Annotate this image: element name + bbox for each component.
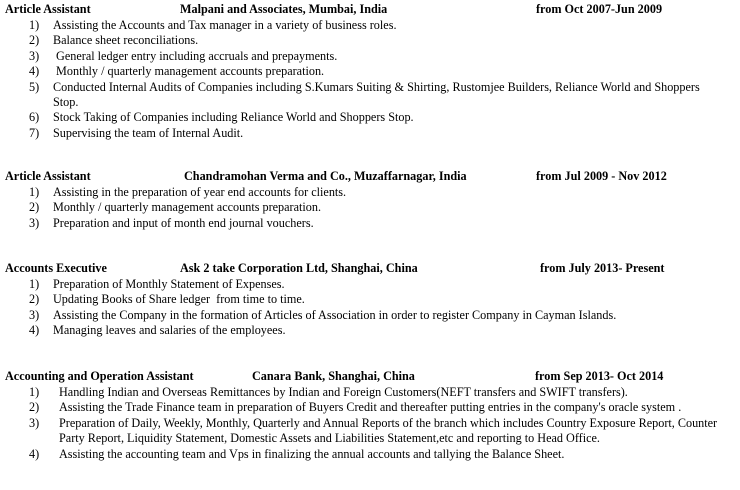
duty-text: Assisting the Trade Finance team in preparation of Buyers Credit and thereafter putting entries in the company's oracle system . <box>59 400 682 415</box>
duty-number: 2) <box>29 200 40 215</box>
duty-item <box>0 447 740 462</box>
job-duties <box>0 277 740 339</box>
duty-number: 4) <box>29 446 40 461</box>
job-dates: from Sep 2013- Oct 2014 <box>535 369 664 383</box>
job-entry <box>0 369 740 462</box>
job-role: Accounting and Operation Assistant <box>5 369 194 383</box>
duty-item <box>0 308 740 323</box>
job-role: Article Assistant <box>5 169 91 183</box>
duty-number: 3) <box>29 415 40 430</box>
duty-text: Monthly / quarterly management accounts preparation. <box>53 64 325 79</box>
duty-item <box>0 49 740 64</box>
job-header <box>0 169 740 185</box>
duty-text: Updating Books of Share ledger from time to time. <box>53 292 305 307</box>
duty-item <box>0 18 740 33</box>
job-dates: from Oct 2007-Jun 2009 <box>536 2 663 16</box>
duty-number: 4) <box>29 64 40 79</box>
job-dates: from July 2013- Present <box>540 261 665 275</box>
duty-item <box>0 33 740 48</box>
duty-text: Assisting in the preparation of year end accounts for clients. <box>53 185 347 199</box>
duty-item <box>0 277 740 292</box>
duty-text: Preparation of Daily, Weekly, Monthly, Quarterly and Annual Reports of the branch which includes Country Exposure Report, Counter Party Report, Liquidity Statement, Domestic Assets and Liabilities Statement,etc and reporting to Head Office. <box>59 415 718 446</box>
job-entry <box>0 261 740 339</box>
duty-number: 1) <box>29 277 40 291</box>
duty-number: 2) <box>29 400 40 415</box>
duty-number: 2) <box>29 292 40 307</box>
duty-text: Managing leaves and salaries of the employees. <box>53 323 286 338</box>
job-role: Accounts Executive <box>5 261 107 275</box>
job-role: Article Assistant <box>5 2 91 16</box>
duty-number: 7) <box>29 125 40 140</box>
duty-item <box>0 416 740 447</box>
duty-text: Conducted Internal Audits of Companies including S.Kumars Suiting & Shirting, Rustomjee Builders, Reliance World and Shoppers Stop. <box>53 79 700 110</box>
duty-number: 1) <box>29 18 40 32</box>
job-header <box>0 261 740 277</box>
job-company: Ask 2 take Corporation Ltd, Shanghai, China <box>180 261 418 275</box>
duty-item <box>0 64 740 79</box>
duty-text: Handling Indian and Overseas Remittances by Indian and Foreign Customers(NEFT transfers and SWIFT transfers). <box>59 385 628 399</box>
duty-text: Preparation and input of month end journal vouchers. <box>53 215 314 230</box>
duty-text: Stock Taking of Companies including Reliance World and Shoppers Stop. <box>53 110 414 125</box>
duty-item <box>0 323 740 338</box>
duty-text: Balance sheet reconciliations. <box>53 33 199 48</box>
duty-item <box>0 110 740 125</box>
duty-text: Preparation of Monthly Statement of Expenses. <box>53 277 285 291</box>
duty-number: 3) <box>29 307 40 322</box>
duty-item <box>0 80 740 111</box>
duty-text: Monthly / quarterly management accounts preparation. <box>53 200 322 215</box>
job-duties <box>0 185 740 231</box>
duty-item <box>0 385 740 400</box>
duty-item <box>0 185 740 200</box>
duty-item <box>0 216 740 231</box>
job-entry <box>0 169 740 231</box>
duty-item <box>0 292 740 307</box>
duty-text: Assisting the accounting team and Vps in finalizing the annual accounts and tallying the Balance Sheet. <box>59 446 565 461</box>
duty-number: 1) <box>29 185 40 199</box>
job-header <box>0 2 740 18</box>
duty-text: Assisting the Accounts and Tax manager in a variety of business roles. <box>53 18 397 32</box>
duty-text: Assisting the Company in the formation of Articles of Association in order to register Company in Cayman Islands. <box>53 307 617 322</box>
duty-number: 5) <box>29 79 40 94</box>
duty-item <box>0 400 740 415</box>
job-dates: from Jul 2009 - Nov 2012 <box>536 169 667 183</box>
job-duties <box>0 385 740 462</box>
duty-item <box>0 126 740 141</box>
duty-number: 1) <box>29 385 40 399</box>
duty-number: 4) <box>29 323 40 338</box>
job-company: Chandramohan Verma and Co., Muzaffarnagar, India <box>184 169 467 183</box>
job-company: Malpani and Associates, Mumbai, India <box>180 2 388 16</box>
job-entry <box>0 2 740 141</box>
duty-text: Supervising the team of Internal Audit. <box>53 125 244 140</box>
job-header <box>0 369 740 385</box>
duty-number: 3) <box>29 215 40 230</box>
job-duties <box>0 18 740 141</box>
duty-number: 3) <box>29 48 40 63</box>
duty-item <box>0 200 740 215</box>
duty-number: 6) <box>29 110 40 125</box>
duty-number: 2) <box>29 33 40 48</box>
duty-text: General ledger entry including accruals and prepayments. <box>53 48 338 63</box>
job-company: Canara Bank, Shanghai, China <box>252 369 415 383</box>
